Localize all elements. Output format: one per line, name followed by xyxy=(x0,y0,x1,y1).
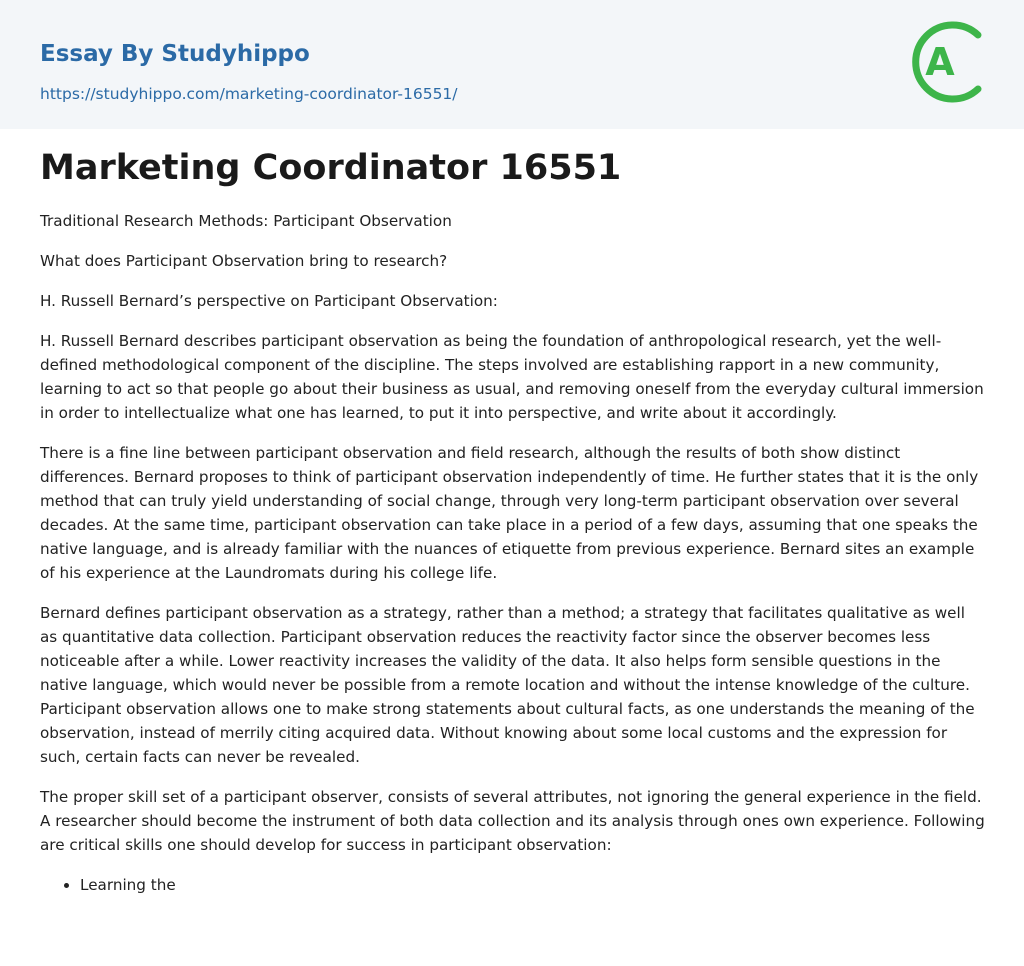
page-url-link[interactable]: https://studyhippo.com/marketing-coordinator-16551/ xyxy=(40,85,458,103)
list-item: • Learning the xyxy=(80,873,986,897)
page-title: Marketing Coordinator 16551 xyxy=(40,148,622,188)
paragraph: H. Russell Bernard describes participant observation as being the foundation of anthropological research, yet the well-defined methodological component of the discipline. The steps involved are establishing rapport in a new community, learning to act so that people go about their business as usual, and removing oneself from the everyday cultural immersion in order to intellectualize what one has learned, to put it into perspective, and write about it accordingly. xyxy=(40,332,984,422)
paragraph: The proper skill set of a participant observer, consists of several attributes, not ignoring the general experience in the field. A researcher should become the instrument of both data collection and its analysis through ones own experience. Following are critical skills one should develop for success in participant observation: xyxy=(40,788,985,854)
logo-letter: A xyxy=(925,40,955,84)
paragraph: Bernard defines participant observation as a strategy, rather than a method; a strategy that facilitates qualitative as well as quantitative data collection. Participant observation reduces the reactivity factor since the observer becomes less noticeable after a while. Lower reactivity increases the validity of the data. It also helps form sensible questions in the native language, which would never be possible from a remote location and without the intense knowledge of the culture. Participant observation allows one to make strong statements about cultural facts, as one understands the meaning of the observation, instead of merrily citing acquired data. Without knowing about some local customs and the expression for such, certain facts can never be revealed. xyxy=(40,604,975,766)
studyhippo-logo-icon[interactable] xyxy=(912,19,986,105)
paragraph: There is a fine line between participant observation and field research, although the results of both show distinct differences. Bernard proposes to think of participant observation independently of time. He further states that it is the only method that can truly yield understanding of social change, through very long-term participant observation over several decades. At the same time, participant observation can take place in a period of a few days, assuming that one speaks the native language, and is already familiar with the nuances of etiquette from previous experience. Bernard sites an example of his experience at the Laundromats during his college life. xyxy=(40,444,979,582)
article xyxy=(40,145,986,897)
site-brand[interactable]: Essay By Studyhippo xyxy=(40,41,310,67)
paragraph: H. Russell Bernard’s perspective on Participant Observation: xyxy=(40,292,498,310)
site-header xyxy=(0,0,1024,129)
skills-list xyxy=(40,873,986,897)
paragraph: Traditional Research Methods: Participant Observation xyxy=(40,212,452,230)
paragraph: What does Participant Observation bring to research? xyxy=(40,252,448,270)
